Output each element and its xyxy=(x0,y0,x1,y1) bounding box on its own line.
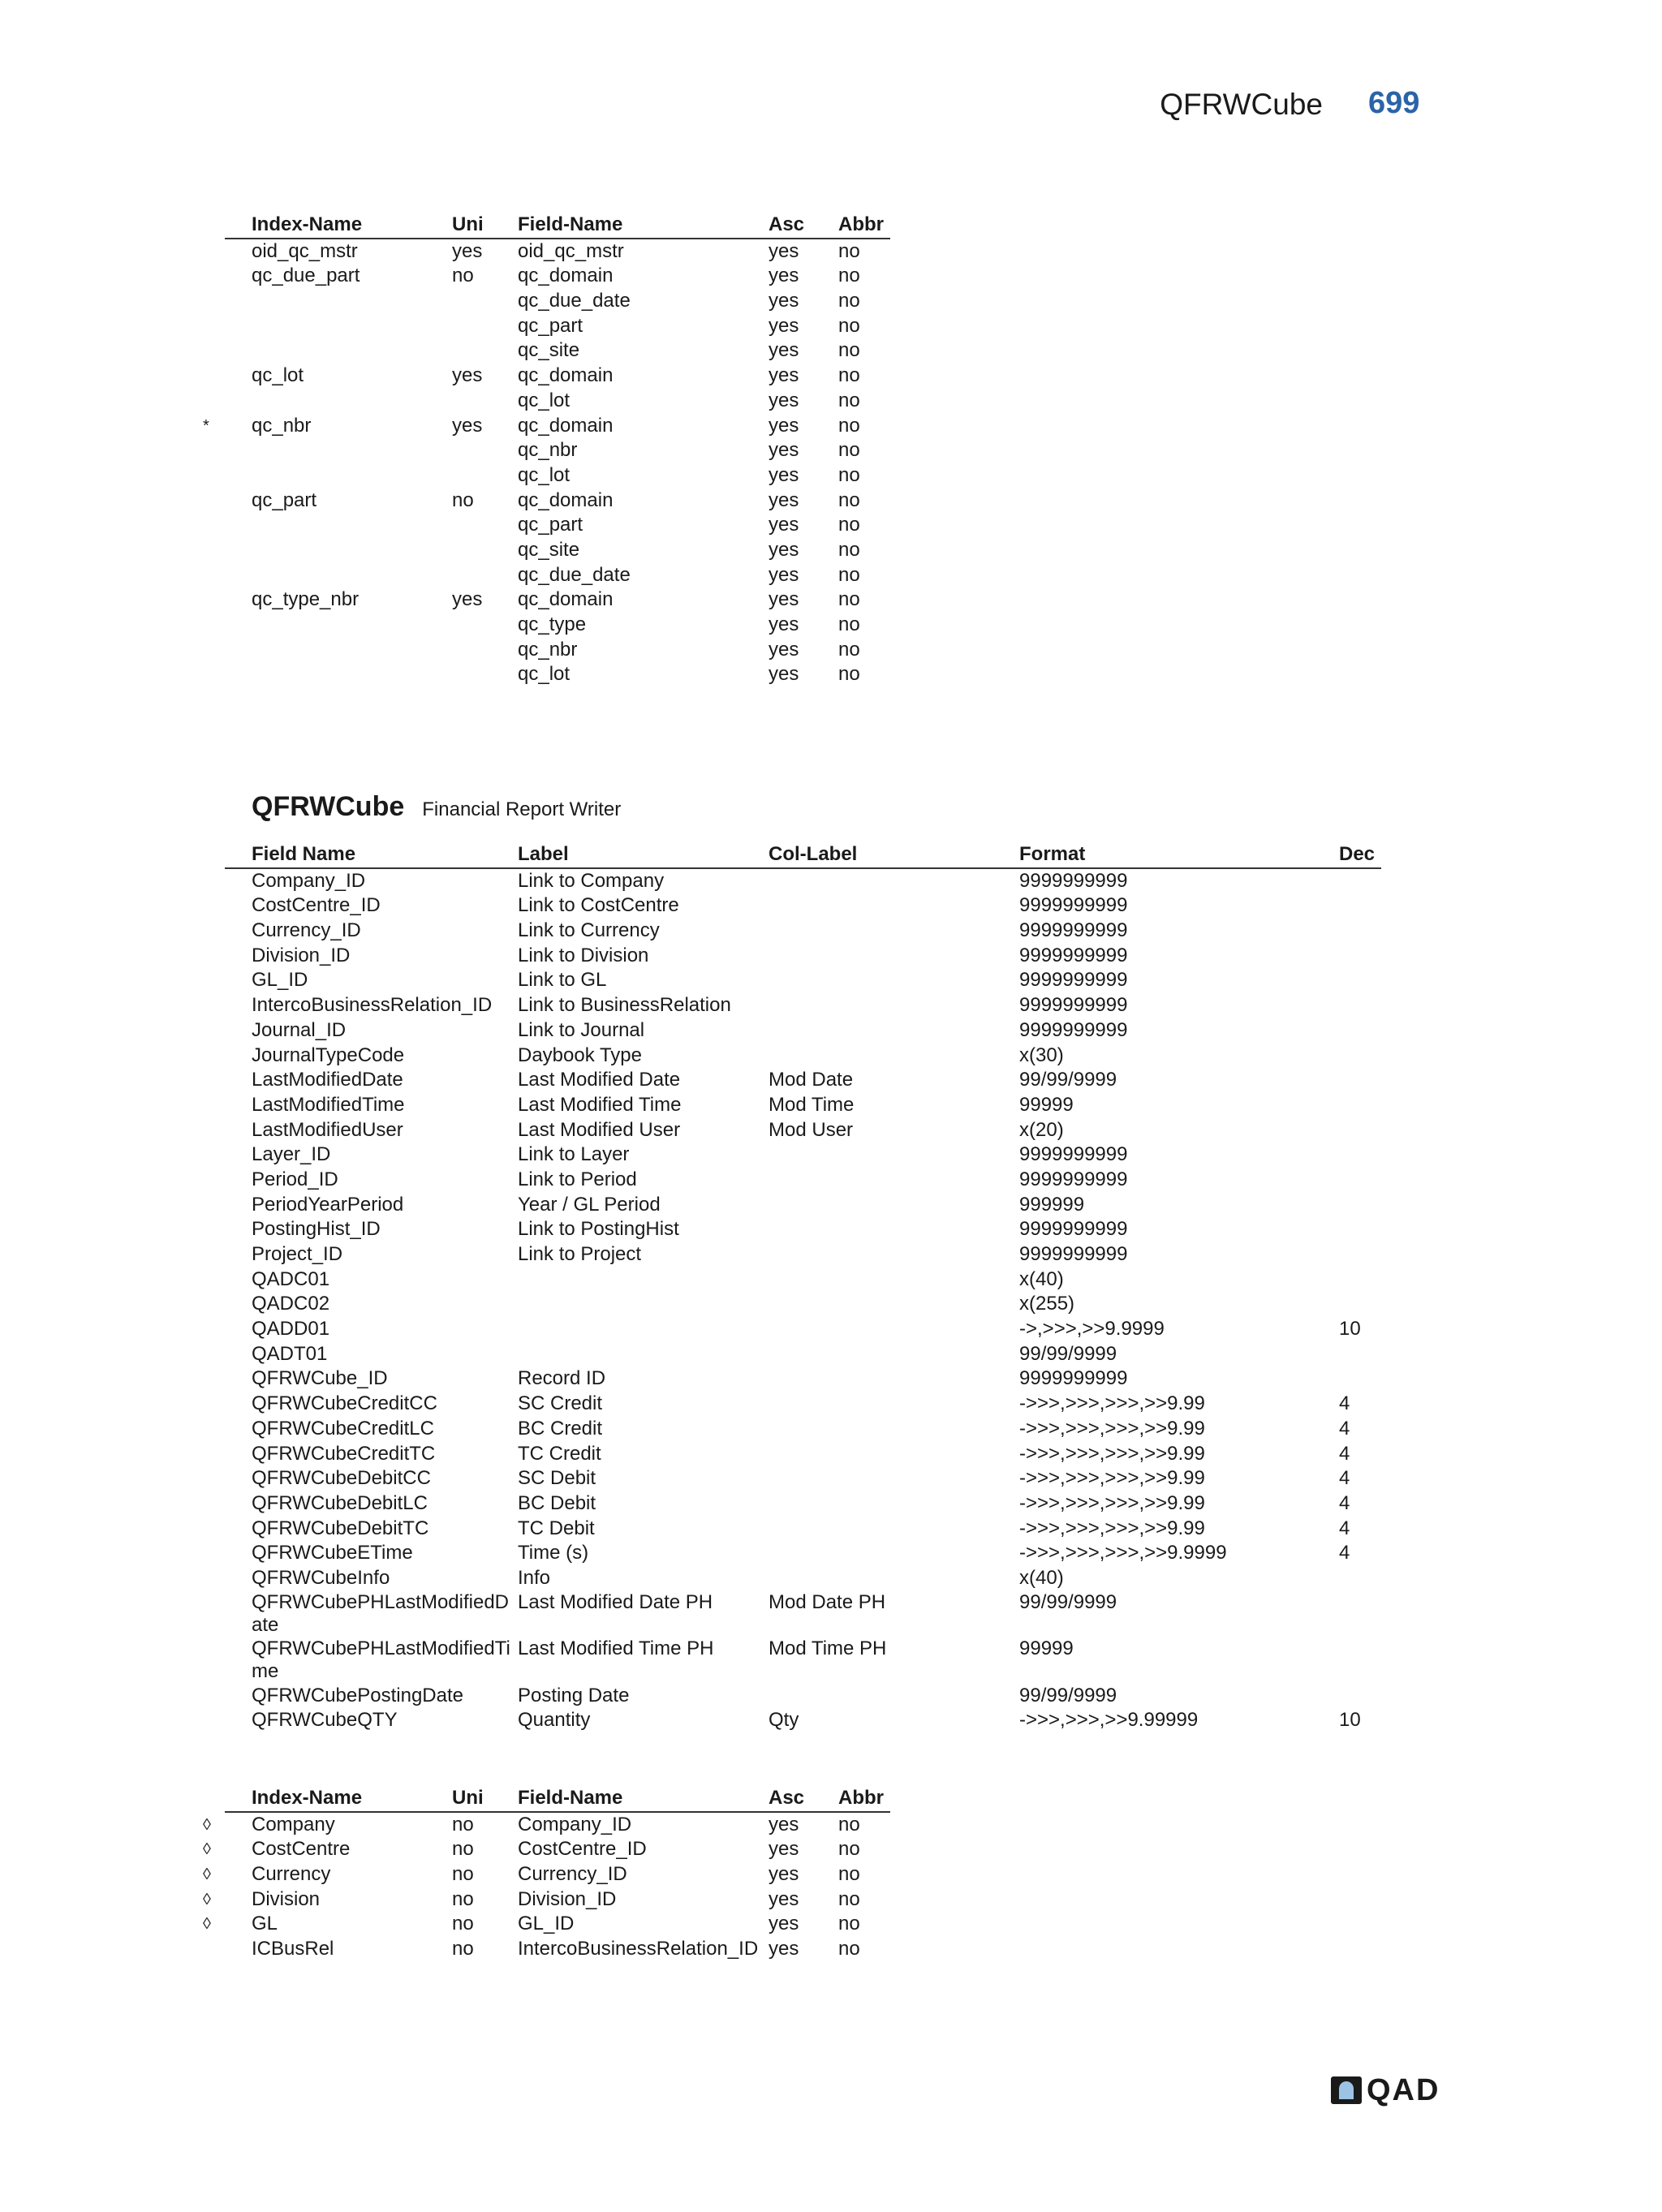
field-name-cell: LastModifiedDate xyxy=(252,1069,403,1091)
abbreviated-cell: no xyxy=(838,414,860,437)
field-name-cell: qc_domain xyxy=(518,588,614,611)
table-row xyxy=(225,538,890,563)
label-cell: Last Modified Date PH xyxy=(518,1590,713,1613)
ascending-cell: yes xyxy=(769,463,799,486)
unique-cell: no xyxy=(452,1813,474,1835)
format-cell: ->>>,>>>,>>>,>>9.99 xyxy=(1019,1442,1205,1465)
table-row xyxy=(203,414,890,439)
format-cell: x(20) xyxy=(1019,1118,1064,1141)
index-marker: ◊ xyxy=(203,1840,211,1859)
field-name-cell: CostCentre_ID xyxy=(518,1838,647,1861)
abbreviated-cell: no xyxy=(838,638,860,661)
col-uni-header: Uni xyxy=(452,1787,484,1809)
table-row xyxy=(225,1708,1381,1733)
abbreviated-cell: no xyxy=(838,439,860,462)
index-name-cell: ICBusRel xyxy=(252,1938,334,1960)
index-table-qfrwcube xyxy=(203,1786,890,1962)
col-field-name-header: Field Name xyxy=(252,843,356,865)
field-name-cell: QFRWCubeCreditLC xyxy=(252,1417,434,1440)
abbreviated-cell: no xyxy=(838,663,860,686)
field-name-cell: qc_due_date xyxy=(518,290,631,312)
index-marker: * xyxy=(203,416,209,435)
col-label-cell: Mod Date PH xyxy=(769,1590,886,1613)
field-name-cell: QFRWCubeInfo xyxy=(252,1566,390,1589)
unique-cell: yes xyxy=(452,414,483,437)
field-name-cell: QFRWCubeDebitTC xyxy=(252,1517,429,1539)
index-name-cell: CostCentre xyxy=(252,1838,351,1861)
col-asc-header: Asc xyxy=(769,1787,805,1809)
table-row xyxy=(225,314,890,339)
abbreviated-cell: no xyxy=(838,339,860,362)
format-cell: 999999 xyxy=(1019,1193,1085,1216)
table-row xyxy=(225,1267,1381,1293)
table-row xyxy=(225,1118,1381,1143)
format-cell: ->>>,>>>,>>>,>>9.9999 xyxy=(1019,1542,1227,1564)
abbreviated-cell: no xyxy=(838,314,860,337)
col-label-header: Label xyxy=(518,843,569,865)
field-name-cell: QFRWCubeDebitLC xyxy=(252,1491,428,1514)
table-section-heading xyxy=(252,791,621,823)
field-name-cell: QFRWCubeQTY xyxy=(252,1709,398,1732)
abbreviated-cell: no xyxy=(838,290,860,312)
decimals-cell: 4 xyxy=(1339,1517,1350,1539)
field-name-cell: qc_domain xyxy=(518,265,614,287)
index-name-cell: GL xyxy=(252,1913,278,1935)
field-name-cell: QADC02 xyxy=(252,1293,330,1315)
format-cell: 99/99/9999 xyxy=(1019,1342,1117,1365)
ascending-cell: yes xyxy=(769,1813,799,1835)
format-cell: 9999999999 xyxy=(1019,969,1128,992)
table-row xyxy=(225,338,890,364)
table-row xyxy=(225,1242,1381,1267)
field-name-cell: LastModifiedTime xyxy=(252,1093,405,1116)
field-name-cell: qc_lot xyxy=(518,389,571,411)
label-cell: SC Credit xyxy=(518,1392,603,1415)
field-name-cell: qc_lot xyxy=(518,663,571,686)
ascending-cell: yes xyxy=(769,1913,799,1935)
field-name-cell: GL_ID xyxy=(252,969,308,992)
table-subtitle: Financial Report Writer xyxy=(422,798,622,820)
abbreviated-cell: no xyxy=(838,1938,860,1960)
field-name-cell: qc_domain xyxy=(518,364,614,387)
col-abbr-header: Abbr xyxy=(838,213,884,235)
field-name-cell: qc_type xyxy=(518,613,587,635)
label-cell: Link to BusinessRelation xyxy=(518,994,731,1017)
table-row xyxy=(225,944,1381,969)
table-row xyxy=(203,1912,890,1937)
table-row xyxy=(225,662,890,687)
table-header-row xyxy=(225,842,1381,869)
field-name-cell: qc_nbr xyxy=(518,638,578,661)
field-name-cell: CostCentre_ID xyxy=(252,894,381,917)
table-row xyxy=(225,1517,1381,1542)
table-row xyxy=(225,1292,1381,1317)
table-row xyxy=(225,1442,1381,1467)
format-cell: 9999999999 xyxy=(1019,919,1128,942)
abbreviated-cell: no xyxy=(838,265,860,287)
table-row xyxy=(225,968,1381,993)
format-cell: ->,>>>,>>9.9999 xyxy=(1019,1318,1165,1341)
qad-logo xyxy=(1331,2075,1445,2107)
qad-logo-icon xyxy=(1331,2076,1362,2104)
field-name-cell: Company_ID xyxy=(252,869,366,892)
field-name-cell: QFRWCubeCreditCC xyxy=(252,1392,437,1415)
col-uni-header: Uni xyxy=(452,213,484,235)
format-cell: 99/99/9999 xyxy=(1019,1590,1117,1613)
index-marker: ◊ xyxy=(203,1815,211,1834)
field-name-cell: qc_lot xyxy=(518,463,571,486)
index-name-cell: qc_part xyxy=(252,488,317,511)
label-cell: BC Credit xyxy=(518,1417,603,1440)
ascending-cell: yes xyxy=(769,1863,799,1886)
ascending-cell: yes xyxy=(769,439,799,462)
page-number: 699 xyxy=(1368,86,1420,120)
field-name-cell: Project_ID xyxy=(252,1243,343,1265)
qad-logo-text: QAD xyxy=(1367,2073,1440,2107)
field-name-cell: Division_ID xyxy=(518,1887,617,1910)
field-name-cell: QFRWCube_ID xyxy=(252,1367,388,1390)
decimals-cell: 4 xyxy=(1339,1392,1350,1415)
field-name-cell: PostingHist_ID xyxy=(252,1218,381,1241)
format-cell: 99/99/9999 xyxy=(1019,1069,1117,1091)
label-cell: Last Modified Date xyxy=(518,1069,681,1091)
ascending-cell: yes xyxy=(769,314,799,337)
decimals-cell: 4 xyxy=(1339,1417,1350,1440)
field-name-cell: GL_ID xyxy=(518,1913,575,1935)
table-row xyxy=(225,993,1381,1018)
label-cell: Link to Layer xyxy=(518,1143,630,1166)
field-name-cell: qc_site xyxy=(518,339,580,362)
label-cell: Last Modified Time PH xyxy=(518,1637,714,1659)
label-cell: Year / GL Period xyxy=(518,1193,661,1216)
abbreviated-cell: no xyxy=(838,1863,860,1886)
ascending-cell: yes xyxy=(769,389,799,411)
table-row xyxy=(225,1193,1381,1218)
label-cell: Link to CostCentre xyxy=(518,894,679,917)
label-cell: BC Debit xyxy=(518,1491,596,1514)
table-row xyxy=(225,438,890,463)
ascending-cell: yes xyxy=(769,514,799,536)
label-cell: Last Modified User xyxy=(518,1118,681,1141)
field-name-cell: qc_domain xyxy=(518,414,614,437)
label-cell: TC Debit xyxy=(518,1517,595,1539)
format-cell: ->>>,>>>,>>>,>>9.99 xyxy=(1019,1392,1205,1415)
col-label-cell: Mod Date xyxy=(769,1069,854,1091)
table-row xyxy=(225,919,1381,944)
table-row xyxy=(225,1217,1381,1242)
format-cell: 9999999999 xyxy=(1019,1143,1128,1166)
ascending-cell: yes xyxy=(769,613,799,635)
ascending-cell: yes xyxy=(769,538,799,561)
table-title: QFRWCube xyxy=(252,791,405,822)
field-name-cell: oid_qc_mstr xyxy=(518,239,624,262)
table-row xyxy=(225,1466,1381,1491)
ascending-cell: yes xyxy=(769,364,799,387)
field-name-cell: PeriodYearPeriod xyxy=(252,1193,404,1216)
table-row xyxy=(225,1093,1381,1118)
label-cell: Link to Period xyxy=(518,1168,637,1190)
table-row xyxy=(225,1937,890,1962)
abbreviated-cell: no xyxy=(838,588,860,611)
index-name-cell: qc_due_part xyxy=(252,265,360,287)
table-row xyxy=(203,1837,890,1862)
index-name-cell: Company xyxy=(252,1813,335,1835)
field-name-cell: Currency_ID xyxy=(252,919,361,942)
ascending-cell: yes xyxy=(769,488,799,511)
ascending-cell: yes xyxy=(769,1887,799,1910)
format-cell: ->>>,>>>,>>>,>>9.99 xyxy=(1019,1417,1205,1440)
abbreviated-cell: no xyxy=(838,239,860,262)
format-cell: x(255) xyxy=(1019,1293,1075,1315)
index-table-qc-mstr xyxy=(203,213,890,687)
abbreviated-cell: no xyxy=(838,1887,860,1910)
field-name-cell: QFRWCubeCreditTC xyxy=(252,1442,436,1465)
label-cell: TC Credit xyxy=(518,1442,601,1465)
ascending-cell: yes xyxy=(769,1938,799,1960)
label-cell: Daybook Type xyxy=(518,1044,642,1066)
label-cell: Link to Division xyxy=(518,944,649,966)
format-cell: 99999 xyxy=(1019,1093,1074,1116)
col-col-label-header: Col-Label xyxy=(769,843,858,865)
col-format-header: Format xyxy=(1019,843,1086,865)
index-name-cell: qc_nbr xyxy=(252,414,312,437)
field-name-cell: QADC01 xyxy=(252,1267,330,1290)
col-dec-header: Dec xyxy=(1339,843,1376,865)
format-cell: 9999999999 xyxy=(1019,944,1128,966)
ascending-cell: yes xyxy=(769,663,799,686)
label-cell: SC Debit xyxy=(518,1467,596,1490)
field-name-cell: qc_part xyxy=(518,514,583,536)
abbreviated-cell: no xyxy=(838,538,860,561)
unique-cell: no xyxy=(452,1863,474,1886)
table-row xyxy=(225,1491,1381,1517)
table-row xyxy=(225,1044,1381,1069)
table-row xyxy=(225,1566,1381,1591)
label-cell: Link to Currency xyxy=(518,919,660,942)
index-name-cell: Division xyxy=(252,1887,321,1910)
field-name-cell: qc_site xyxy=(518,538,580,561)
format-cell: 9999999999 xyxy=(1019,1018,1128,1041)
field-name-cell: IntercoBusinessRelation_ID xyxy=(518,1938,759,1960)
col-index-name-header: Index-Name xyxy=(252,1787,363,1809)
field-name-cell: qc_domain xyxy=(518,488,614,511)
col-label-cell: Mod Time xyxy=(769,1093,855,1116)
table-row xyxy=(225,638,890,663)
ascending-cell: yes xyxy=(769,290,799,312)
index-marker: ◊ xyxy=(203,1890,211,1909)
table-row xyxy=(225,1317,1381,1342)
ascending-cell: yes xyxy=(769,339,799,362)
unique-cell: yes xyxy=(452,239,483,262)
format-cell: 9999999999 xyxy=(1019,1218,1128,1241)
field-name-cell: QADD01 xyxy=(252,1318,330,1341)
format-cell: 9999999999 xyxy=(1019,1168,1128,1190)
format-cell: 99/99/9999 xyxy=(1019,1684,1117,1706)
table-row xyxy=(225,1637,1381,1684)
table-row xyxy=(225,613,890,638)
table-row xyxy=(225,239,890,265)
field-name-cell: qc_due_date xyxy=(518,563,631,586)
decimals-cell: 4 xyxy=(1339,1442,1350,1465)
ascending-cell: yes xyxy=(769,1838,799,1861)
field-name-cell: Layer_ID xyxy=(252,1143,331,1166)
abbreviated-cell: no xyxy=(838,1813,860,1835)
table-row xyxy=(203,1862,890,1887)
table-row xyxy=(225,1392,1381,1417)
format-cell: ->>>,>>>,>>>,>>9.99 xyxy=(1019,1517,1205,1539)
format-cell: ->>>,>>>,>>>,>>9.99 xyxy=(1019,1467,1205,1490)
format-cell: ->>>,>>>,>>>,>>9.99 xyxy=(1019,1491,1205,1514)
col-field-name-header: Field-Name xyxy=(518,213,623,235)
decimals-cell: 10 xyxy=(1339,1709,1361,1732)
table-row xyxy=(203,1887,890,1913)
table-row xyxy=(225,264,890,289)
format-cell: 9999999999 xyxy=(1019,1243,1128,1265)
unique-cell: no xyxy=(452,488,474,511)
col-label-cell: Mod User xyxy=(769,1118,854,1141)
ascending-cell: yes xyxy=(769,239,799,262)
field-name-cell: QFRWCubeDebitCC xyxy=(252,1467,431,1490)
unique-cell: no xyxy=(452,1913,474,1935)
format-cell: x(40) xyxy=(1019,1566,1064,1589)
abbreviated-cell: no xyxy=(838,463,860,486)
unique-cell: yes xyxy=(452,588,483,611)
label-cell: Link to Project xyxy=(518,1243,642,1265)
table-row xyxy=(225,1068,1381,1093)
field-name-cell: QFRWCubeETime xyxy=(252,1542,413,1564)
format-cell: 9999999999 xyxy=(1019,894,1128,917)
decimals-cell: 4 xyxy=(1339,1467,1350,1490)
field-name-cell: LastModifiedUser xyxy=(252,1118,403,1141)
format-cell: x(30) xyxy=(1019,1044,1064,1066)
field-name-cell: Company_ID xyxy=(518,1813,632,1835)
unique-cell: yes xyxy=(452,364,483,387)
decimals-cell: 4 xyxy=(1339,1491,1350,1514)
table-row xyxy=(225,869,1381,894)
format-cell: 9999999999 xyxy=(1019,1367,1128,1390)
ascending-cell: yes xyxy=(769,563,799,586)
label-cell: Posting Date xyxy=(518,1684,630,1706)
table-header-row xyxy=(225,1786,890,1813)
label-cell: Record ID xyxy=(518,1367,606,1390)
decimals-cell: 4 xyxy=(1339,1542,1350,1564)
col-asc-header: Asc xyxy=(769,213,805,235)
format-cell: 99999 xyxy=(1019,1637,1074,1659)
col-abbr-header: Abbr xyxy=(838,1787,884,1809)
unique-cell: no xyxy=(452,1938,474,1960)
table-row xyxy=(203,1813,890,1838)
table-row xyxy=(225,1168,1381,1193)
label-cell: Info xyxy=(518,1566,551,1589)
table-row xyxy=(225,1684,1381,1709)
unique-cell: no xyxy=(452,1887,474,1910)
index-marker: ◊ xyxy=(203,1866,211,1884)
format-cell: x(40) xyxy=(1019,1267,1064,1290)
table-row xyxy=(225,1366,1381,1392)
format-cell: 9999999999 xyxy=(1019,869,1128,892)
field-name-cell: Period_ID xyxy=(252,1168,338,1190)
ascending-cell: yes xyxy=(769,638,799,661)
table-row xyxy=(225,563,890,588)
col-label-cell: Mod Time PH xyxy=(769,1637,887,1659)
ascending-cell: yes xyxy=(769,414,799,437)
table-row xyxy=(225,488,890,514)
table-row xyxy=(225,1143,1381,1168)
table-row xyxy=(225,513,890,538)
table-row xyxy=(225,1018,1381,1044)
ascending-cell: yes xyxy=(769,265,799,287)
table-row xyxy=(225,1342,1381,1367)
label-cell: Link to GL xyxy=(518,969,607,992)
table-row xyxy=(225,893,1381,919)
index-name-cell: Currency xyxy=(252,1863,331,1886)
abbreviated-cell: no xyxy=(838,389,860,411)
field-name-cell: QFRWCubePostingDate xyxy=(252,1684,463,1706)
table-row xyxy=(225,389,890,414)
field-name-cell: QFRWCubePHLastModifiedDate xyxy=(252,1590,510,1637)
format-cell: 9999999999 xyxy=(1019,994,1128,1017)
unique-cell: no xyxy=(452,1838,474,1861)
label-cell: Link to PostingHist xyxy=(518,1218,679,1241)
field-name-cell: Currency_ID xyxy=(518,1863,627,1886)
col-label-cell: Qty xyxy=(769,1709,799,1732)
field-table-qfrwcube xyxy=(225,842,1381,1733)
field-name-cell: QFRWCubePHLastModifiedTime xyxy=(252,1637,510,1683)
field-name-cell: Division_ID xyxy=(252,944,351,966)
table-row xyxy=(225,587,890,613)
col-index-name-header: Index-Name xyxy=(252,213,363,235)
table-header-row xyxy=(225,213,890,239)
abbreviated-cell: no xyxy=(838,613,860,635)
table-row xyxy=(225,1591,1381,1637)
abbreviated-cell: no xyxy=(838,1838,860,1861)
label-cell: Link to Journal xyxy=(518,1018,645,1041)
abbreviated-cell: no xyxy=(838,1913,860,1935)
col-field-name-header: Field-Name xyxy=(518,1787,623,1809)
field-name-cell: IntercoBusinessRelation_ID xyxy=(252,994,493,1017)
label-cell: Time (s) xyxy=(518,1542,589,1564)
unique-cell: no xyxy=(452,265,474,287)
table-row xyxy=(225,289,890,314)
table-row xyxy=(225,463,890,488)
abbreviated-cell: no xyxy=(838,488,860,511)
decimals-cell: 10 xyxy=(1339,1318,1361,1341)
label-cell: Link to Company xyxy=(518,869,665,892)
table-row xyxy=(225,1417,1381,1442)
index-name-cell: qc_type_nbr xyxy=(252,588,360,611)
running-header-section: QFRWCube xyxy=(1160,88,1323,121)
label-cell: Quantity xyxy=(518,1709,591,1732)
field-name-cell: QADT01 xyxy=(252,1342,328,1365)
field-name-cell: qc_part xyxy=(518,314,583,337)
field-name-cell: Journal_ID xyxy=(252,1018,347,1041)
field-name-cell: qc_nbr xyxy=(518,439,578,462)
abbreviated-cell: no xyxy=(838,364,860,387)
index-name-cell: oid_qc_mstr xyxy=(252,239,358,262)
ascending-cell: yes xyxy=(769,588,799,611)
index-marker: ◊ xyxy=(203,1915,211,1934)
format-cell: ->>>,>>>,>>9.99999 xyxy=(1019,1709,1199,1732)
table-row xyxy=(225,1541,1381,1566)
abbreviated-cell: no xyxy=(838,563,860,586)
index-name-cell: qc_lot xyxy=(252,364,304,387)
abbreviated-cell: no xyxy=(838,514,860,536)
field-name-cell: JournalTypeCode xyxy=(252,1044,405,1066)
label-cell: Last Modified Time xyxy=(518,1093,682,1116)
table-row xyxy=(225,364,890,389)
